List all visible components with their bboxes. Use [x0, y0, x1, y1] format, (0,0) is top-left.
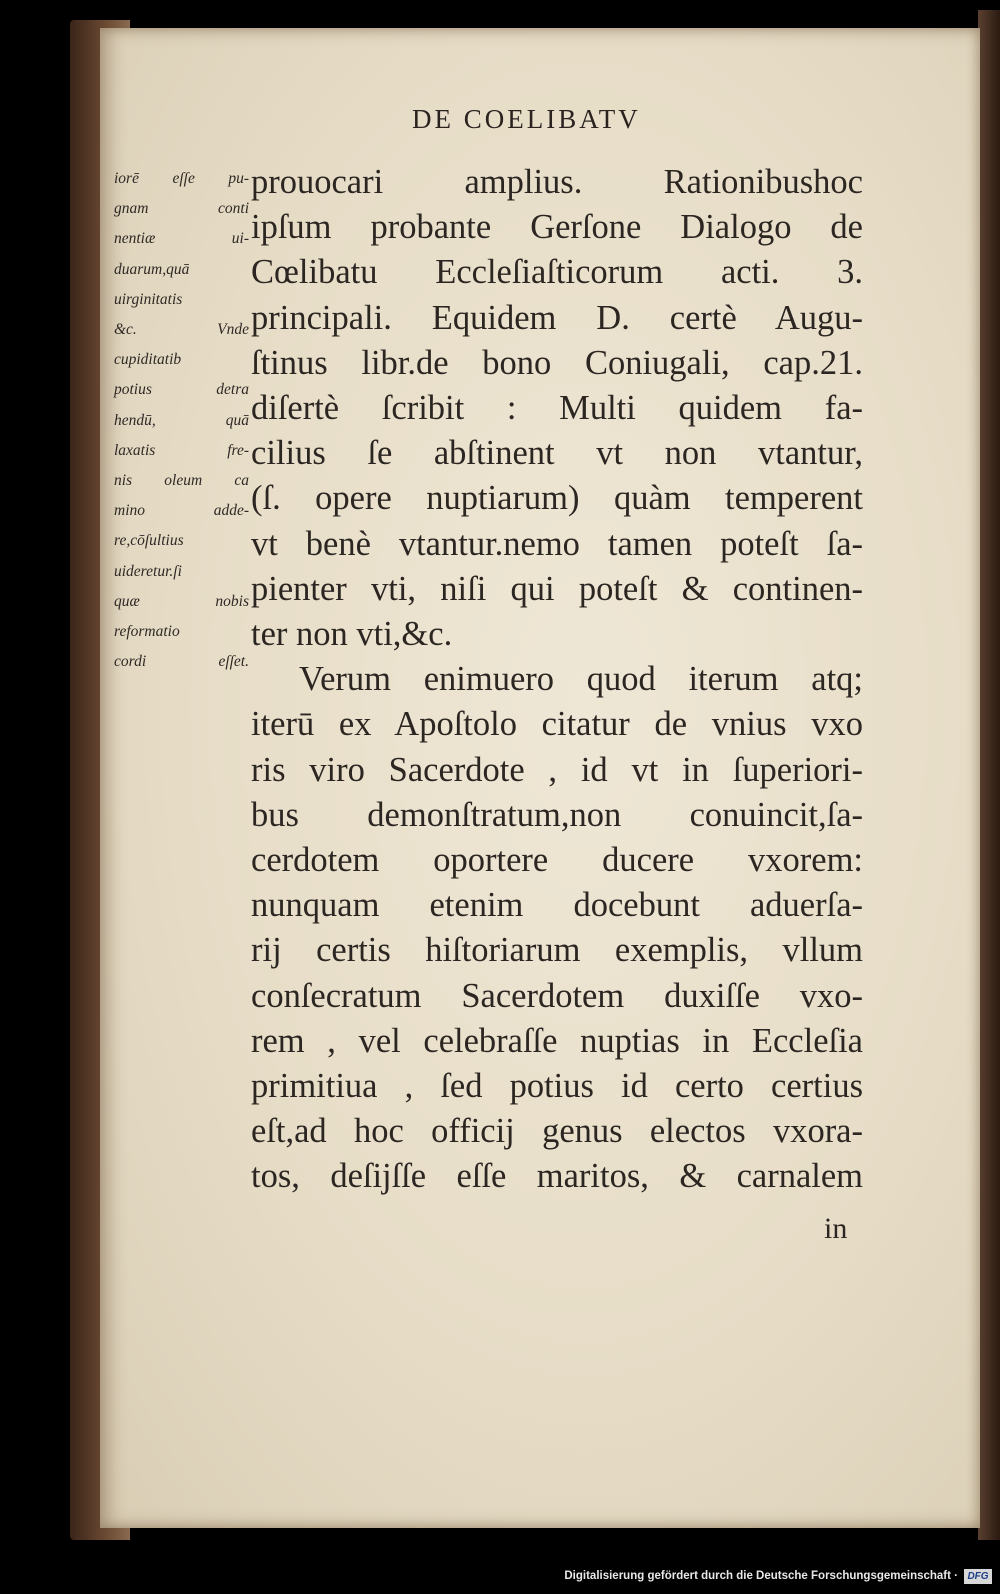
margin-note-line: nentiæ ui- — [114, 230, 249, 248]
footer-credit: Digitalisierung gefördert durch die Deutsche Forschungsgemeinschaft · — [564, 1570, 958, 1582]
margin-note-line: laxatis fre- — [114, 441, 249, 459]
margin-note-line: cordi eſſet. — [114, 653, 249, 671]
text-line: primitiua , ſed potius id certo certius — [251, 1067, 863, 1106]
margin-note-line: reformatio — [114, 623, 180, 641]
catchword: in — [824, 1212, 848, 1245]
margin-note-line: iorē eſſe pu- — [114, 170, 249, 187]
margin-notes — [114, 164, 249, 677]
margin-note-line: duarum,quā — [114, 260, 190, 278]
text-line: ipſum probante Gerſone Dialogo de — [251, 208, 863, 247]
text-line: cilius ſe abſtinent vt non vtantur, — [251, 434, 863, 473]
text-line: ſtinus libr.de bono Coniugali, cap.21. — [251, 343, 863, 382]
text-line: ter non vti,&c. — [251, 615, 453, 654]
text-line: nunquam etenim docebunt aduerſa- — [251, 886, 863, 925]
text-line: diſertè ſcribit : Multi quidem fa- — [251, 389, 863, 428]
margin-note-line: &c. Vnde — [114, 321, 249, 339]
text-line: rij certis hiſtoriarum exemplis, vllum — [251, 931, 863, 970]
text-line: principali. Equidem D. certè Augu- — [251, 298, 863, 337]
running-head: DE COELIBATV — [412, 104, 641, 134]
margin-note-line: hendū, quā — [114, 411, 249, 429]
text-line: prouocari amplius. Rationibushoc — [251, 163, 863, 201]
text-line: tos, deſijſſe eſſe maritos, & carnalem — [251, 1157, 863, 1196]
margin-note-line: uirginitatis — [114, 290, 183, 308]
text-line: iterū ex Apoſtolo citatur de vnius vxo — [251, 705, 863, 744]
text-line: bus demonſtratum,non conuincit,ſa- — [251, 795, 863, 834]
text-line: cerdotem oportere ducere vxorem: — [251, 841, 863, 880]
text-line: pienter vti, niſi qui poteſt & continen- — [251, 569, 863, 608]
text-line: eſt,ad hoc officij genus electos vxora- — [251, 1112, 863, 1151]
digitization-footer — [0, 1562, 1000, 1594]
text-line: (ſ. opere nuptiarum) quàm temperent — [251, 479, 863, 518]
text-line: vt benè vtantur.nemo tamen poteſt ſa- — [251, 524, 863, 563]
text-line: rem , vel celebraſſe nuptias in Eccleſia — [251, 1021, 863, 1060]
page-right-edge — [978, 10, 1000, 1540]
margin-note-line: uideretur.ſi — [114, 562, 182, 580]
margin-note-line: cupiditatib — [114, 351, 182, 369]
text-line: Cœlibatu Eccleſiaſticorum acti. 3. — [251, 253, 863, 292]
margin-note-line: gnam conti — [114, 200, 249, 218]
main-text-block — [251, 160, 863, 1200]
margin-note-line: nis oleum ca — [114, 472, 249, 490]
text-line: conſecratum Sacerdotem duxiſſe vxo- — [251, 976, 863, 1015]
margin-note-line: mino adde- — [114, 502, 249, 520]
margin-note-line: quæ nobis — [114, 592, 249, 610]
margin-note-line: re,cōſultius — [114, 532, 184, 550]
text-line: ris viro Sacerdote , id vt in ſuperiori- — [251, 750, 863, 789]
margin-note-line: potius detra — [114, 381, 249, 399]
dfg-logo-icon: DFG — [964, 1569, 992, 1584]
text-line: Verum enimuero quod iterum atq; — [299, 660, 863, 699]
